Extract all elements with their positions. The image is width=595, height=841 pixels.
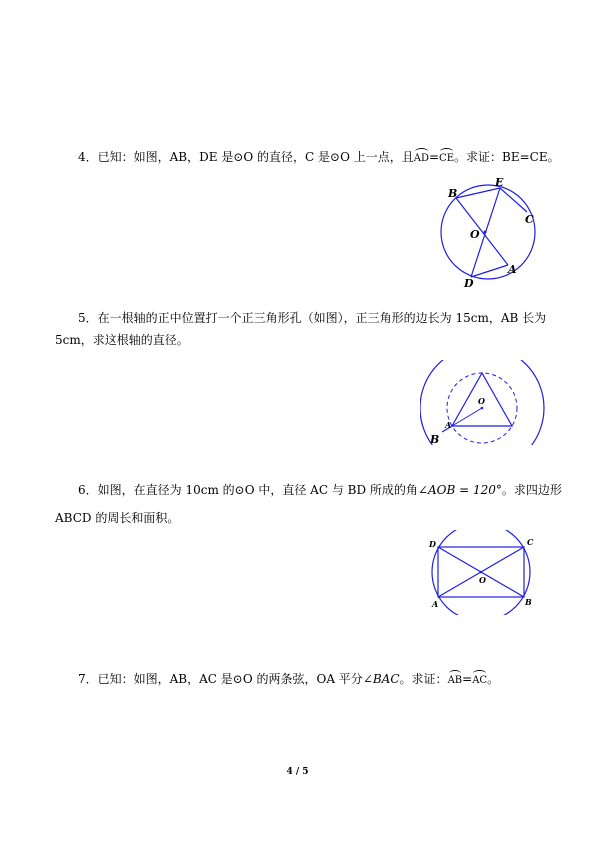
problem-5-figure (420, 360, 550, 445)
angle-bac: ∠BAC (362, 672, 400, 686)
label-a: A (445, 420, 452, 430)
arc-equals: = (462, 672, 473, 686)
label-b: B (448, 187, 458, 200)
label-d: D (429, 539, 436, 549)
problem-6-figure (428, 530, 543, 615)
arc-ab: AB (448, 670, 463, 689)
label-d: D (464, 277, 474, 290)
center-dot (481, 407, 484, 410)
label-a: A (508, 263, 517, 276)
problem-4-figure (430, 175, 550, 290)
label-b: B (525, 597, 532, 607)
problem-4-prefix: 4．已知：如图，AB，DE 是⊙O 的直径，C 是⊙O 上一点，且 (78, 150, 414, 164)
arc-ce: CE (439, 148, 454, 167)
problem-5-line-2: 5cm，求这根轴的直径。 (55, 333, 189, 347)
label-o: O (470, 228, 480, 241)
label-b: B (430, 433, 440, 445)
label-o: O (479, 575, 486, 585)
page-number: 4 / 5 (286, 767, 309, 777)
label-c: C (527, 537, 534, 547)
problem-4-text (78, 148, 560, 167)
problem-6-suffix: 。求四边形 (501, 483, 562, 497)
arc-equals: = (428, 150, 440, 164)
problem-6-prefix: 6．如图，在直径为 10cm 的⊙O 中，直径 AC 与 BD 所成的角 (78, 483, 418, 497)
arc-ad: AD (414, 148, 429, 167)
problem-7-text (78, 670, 499, 689)
label-o: O (478, 396, 485, 406)
chord-da (471, 265, 508, 277)
center-dot (484, 231, 487, 234)
problem-7-suffix: 。 (487, 672, 500, 686)
arc-ac: AC (472, 670, 487, 689)
center-dot (480, 571, 483, 574)
diameter-ab (456, 198, 508, 265)
problem-4-suffix: 。求证：BE=CE。 (454, 150, 560, 164)
problem-6-line-2: ABCD 的周长和面积。 (55, 511, 180, 525)
label-a: A (432, 599, 439, 609)
problem-7-middle: 。求证： (399, 672, 448, 686)
problem-5-line-1: 5．在一根轴的正中位置打一个正三角形孔（如图），正三角形的边长为 15cm，AB 长为 (78, 311, 547, 325)
angle-aob: ∠AOB = 120° (417, 483, 502, 497)
problem-7-prefix: 7．已知：如图，AB，AC 是⊙O 的两条弦，OA 平分 (78, 672, 363, 686)
problem-6-line-1 (78, 482, 562, 498)
label-c: C (525, 213, 534, 226)
label-e: E (495, 176, 504, 189)
